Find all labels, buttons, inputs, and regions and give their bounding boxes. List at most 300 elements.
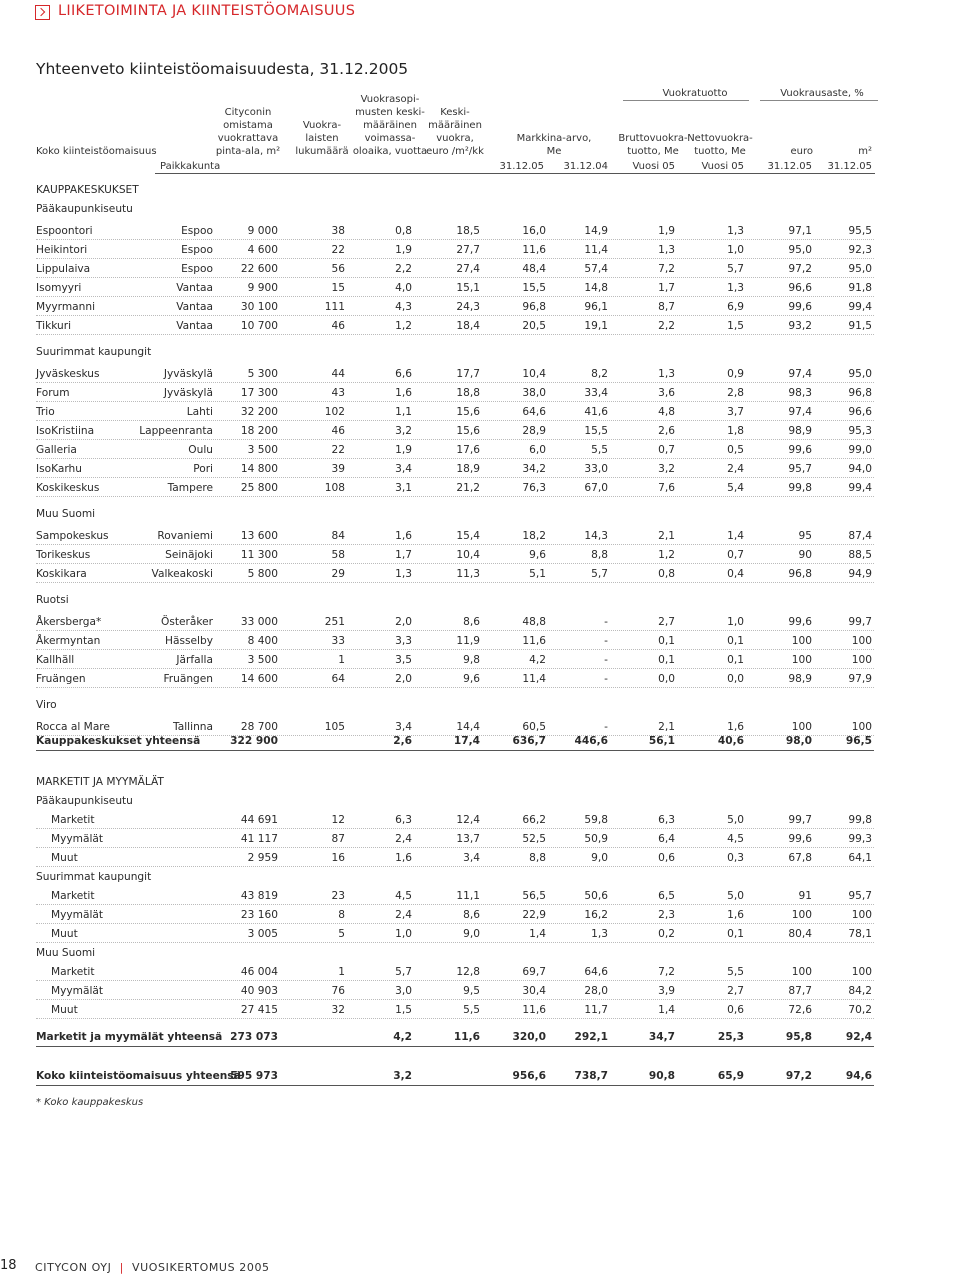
table-cell: 1,3 (395, 568, 412, 580)
table-cell: 9,5 (463, 985, 480, 997)
table-cell: 1,7 (658, 282, 675, 294)
header-date: 31.12.05 (499, 161, 544, 172)
header-m2: m² (858, 146, 872, 157)
table-cell: 11,3 (456, 568, 480, 580)
table-cell: 96,6 (848, 406, 872, 418)
header-group-occupancy: Vuokrausaste, % (780, 88, 864, 99)
table-cell: 22 600 (240, 263, 278, 275)
table-cell: 87,7 (788, 985, 812, 997)
table-cell: 1,5 (727, 320, 744, 332)
total-shopping-centres-cell: 446,6 (574, 735, 608, 747)
total-all-cell: 94,6 (845, 1070, 872, 1082)
header-lease-term: musten keski- (355, 107, 425, 118)
row-divider (36, 630, 874, 631)
table-cell: 2,4 (395, 909, 412, 921)
total-markets-cell: 92,4 (845, 1031, 872, 1043)
table-cell: 2,1 (658, 530, 675, 542)
row-divider (36, 420, 874, 421)
table-cell: 78,1 (848, 928, 872, 940)
total-shopping-centres-cell: 636,7 (512, 735, 546, 747)
table-cell: 7,2 (658, 966, 675, 978)
property-name: Galleria (36, 444, 77, 456)
table-cell: 93,2 (788, 320, 812, 332)
table-cell: 6,9 (727, 301, 744, 313)
table-cell: 9 000 (247, 225, 278, 237)
table-cell: 2,0 (395, 673, 412, 685)
table-cell: 2,7 (658, 616, 675, 628)
table-cell: 11,6 (522, 244, 546, 256)
table-cell: 30 100 (240, 301, 278, 313)
table-cell: 16,2 (584, 909, 608, 921)
row-divider (36, 315, 874, 316)
table-cell: 28 700 (240, 721, 278, 733)
table-cell: 91 (798, 890, 812, 902)
table-cell: 1,4 (658, 1004, 675, 1016)
table-cell: 1,6 (395, 387, 412, 399)
table-cell: - (604, 654, 608, 666)
table-cell: 98,9 (788, 425, 812, 437)
total-markets-cell: 292,1 (574, 1031, 608, 1043)
table-cell: 3,3 (395, 635, 412, 647)
row-divider (36, 904, 874, 905)
property-type: Myymälät (51, 909, 104, 921)
row-divider (36, 1018, 874, 1019)
row-divider (36, 439, 874, 440)
table-cell: 48,4 (522, 263, 546, 275)
header-net-yield: tuotto, Me (694, 146, 746, 157)
table-cell: 67,8 (788, 852, 812, 864)
property-name: Isomyyri (36, 282, 82, 294)
subsection-heading: Muu Suomi (36, 508, 96, 520)
table-cell: 97,2 (788, 263, 812, 275)
total-markets-cell: 95,8 (785, 1031, 812, 1043)
table-cell: 111 (324, 301, 345, 313)
table-cell: 99,3 (848, 833, 872, 845)
property-name: Espoontori (36, 225, 93, 237)
property-type: Marketit (51, 814, 95, 826)
table-cell: 11 300 (240, 549, 278, 561)
table-cell: 1,3 (591, 928, 608, 940)
property-locality: Tampere (167, 482, 213, 494)
table-cell: 108 (324, 482, 345, 494)
property-name: Åkersberga* (36, 616, 102, 628)
header-lease-term: voimassa- (364, 133, 416, 144)
total-shopping-centres-cell: 40,6 (717, 735, 744, 747)
total-all-rule (36, 1085, 874, 1086)
table-cell: 9,6 (529, 549, 546, 561)
property-name: Lippulaiva (36, 263, 91, 275)
property-locality: Valkeakoski (151, 568, 213, 580)
table-cell: 94,9 (848, 568, 872, 580)
table-cell: 17,7 (456, 368, 480, 380)
table-cell: 58 (331, 549, 345, 561)
table-cell: 100 (851, 654, 872, 666)
table-cell: 15,5 (584, 425, 608, 437)
table-cell: 19,1 (584, 320, 608, 332)
table-cell: 4,5 (727, 833, 744, 845)
table-cell: 1,0 (395, 928, 412, 940)
table-cell: 8,8 (529, 852, 546, 864)
table-cell: 15,6 (456, 425, 480, 437)
table-cell: 1,6 (395, 852, 412, 864)
total-all-cell: 65,9 (717, 1070, 744, 1082)
table-cell: 99,6 (788, 833, 812, 845)
row-divider (36, 866, 874, 867)
table-cell: 9,8 (463, 654, 480, 666)
chevron-right-icon (35, 5, 50, 20)
header-gross-yield: Bruttovuokra- (618, 133, 688, 144)
total-all-cell: 595 973 (230, 1070, 278, 1082)
footer-report: VUOSIKERTOMUS 2005 (131, 1261, 270, 1274)
table-cell: 40 903 (240, 985, 278, 997)
header-area: Cityconin (224, 107, 272, 118)
table-cell: 1,9 (395, 444, 412, 456)
table-cell: 0,1 (727, 928, 744, 940)
property-name: Tikkuri (36, 320, 72, 332)
header-date: Vuosi 05 (632, 161, 675, 172)
table-cell: 91,5 (848, 320, 872, 332)
table-cell: 95,0 (848, 263, 872, 275)
table-cell: 94,0 (848, 463, 872, 475)
section-heading: MARKETIT JA MYYMÄLÄT (36, 776, 164, 788)
table-cell: 3 005 (247, 928, 278, 940)
table-cell: 27,4 (456, 263, 480, 275)
row-divider (36, 923, 874, 924)
property-locality: Espoo (181, 263, 213, 275)
table-cell: 22,9 (522, 909, 546, 921)
table-cell: 41 117 (240, 833, 278, 845)
table-cell: 6,6 (395, 368, 412, 380)
table-cell: 11,4 (584, 244, 608, 256)
row-divider (36, 258, 874, 259)
header-euro: euro (790, 146, 813, 157)
total-markets-cell: 11,6 (453, 1031, 480, 1043)
table-cell: 10 700 (240, 320, 278, 332)
total-markets-cell: 273 073 (230, 1031, 278, 1043)
table-cell: 3,2 (395, 425, 412, 437)
property-name: Kallhäll (36, 654, 75, 666)
subsection-heading: Suurimmat kaupungit (36, 346, 152, 358)
table-cell: - (604, 721, 608, 733)
total-shopping-centres-cell: 98,0 (785, 735, 812, 747)
table-cell: 100 (791, 721, 812, 733)
table-cell: 88,5 (848, 549, 872, 561)
property-locality: Järfalla (176, 654, 213, 666)
table-cell: 15,4 (456, 530, 480, 542)
table-cell: 3,0 (395, 985, 412, 997)
header-date: 31.12.05 (767, 161, 812, 172)
table-cell: 1,2 (395, 320, 412, 332)
table-cell: 5,1 (529, 568, 546, 580)
table-cell: 9 900 (247, 282, 278, 294)
row-divider (36, 649, 874, 650)
table-cell: 11,7 (584, 1004, 608, 1016)
table-cell: 5,7 (727, 263, 744, 275)
table-cell: 0,0 (658, 673, 675, 685)
total-all-cell: 90,8 (648, 1070, 675, 1082)
row-divider (36, 563, 874, 564)
total-markets-cell: 25,3 (717, 1031, 744, 1043)
table-cell: 0,1 (727, 654, 744, 666)
table-cell: 1,9 (395, 244, 412, 256)
group-rule (623, 100, 749, 101)
table-cell: 2,3 (658, 909, 675, 921)
table-cell: - (604, 616, 608, 628)
table-cell: 95,5 (848, 225, 872, 237)
total-markets-cell: 4,2 (393, 1031, 412, 1043)
header-date: Vuosi 05 (701, 161, 744, 172)
table-cell: 5 300 (247, 368, 278, 380)
table-cell: 7,2 (658, 263, 675, 275)
table-cell: 102 (324, 406, 345, 418)
table-cell: 8 400 (247, 635, 278, 647)
property-locality: Espoo (181, 244, 213, 256)
table-cell: 11,1 (456, 890, 480, 902)
table-cell: 46 (331, 320, 345, 332)
table-cell: 41,6 (584, 406, 608, 418)
table-cell: 1,5 (395, 1004, 412, 1016)
total-markets-cell: 320,0 (512, 1031, 546, 1043)
table-cell: 9,0 (591, 852, 608, 864)
table-cell: 97,1 (788, 225, 812, 237)
table-cell: 80,4 (788, 928, 812, 940)
table-cell: 97,4 (788, 368, 812, 380)
header-gross-yield: tuotto, Me (627, 146, 679, 157)
table-cell: 100 (851, 635, 872, 647)
table-cell: 1,8 (727, 425, 744, 437)
table-cell: 33 (331, 635, 345, 647)
table-cell: 9,0 (463, 928, 480, 940)
table-cell: 99,8 (788, 482, 812, 494)
table-cell: 70,2 (848, 1004, 872, 1016)
footer (35, 1261, 270, 1274)
table-cell: 2 959 (247, 852, 278, 864)
property-name: Sampokeskus (36, 530, 109, 542)
property-type: Muut (51, 852, 78, 864)
table-cell: 39 (331, 463, 345, 475)
table-cell: 3 500 (247, 654, 278, 666)
table-cell: 1 (338, 966, 345, 978)
row-divider (36, 942, 874, 943)
table-cell: 3,4 (395, 463, 412, 475)
table-cell: 6,3 (395, 814, 412, 826)
table-cell: 0,5 (727, 444, 744, 456)
property-locality: Vantaa (176, 282, 213, 294)
table-cell: 3,1 (395, 482, 412, 494)
table-cell: 11,6 (522, 635, 546, 647)
section-heading: KAUPPAKESKUKSET (36, 184, 139, 196)
table-cell: 3,4 (395, 721, 412, 733)
table-cell: 22 (331, 244, 345, 256)
property-locality: Lahti (186, 406, 213, 418)
table-cell: 1,0 (727, 616, 744, 628)
table-cell: 5,0 (727, 814, 744, 826)
table-cell: 5,7 (591, 568, 608, 580)
table-cell: 52,5 (522, 833, 546, 845)
property-locality: Jyväskylä (163, 368, 213, 380)
total-markets-label: Marketit ja myymälät yhteensä (36, 1031, 223, 1043)
subsection-heading: Pääkaupunkiseutu (36, 203, 133, 215)
table-cell: 17 300 (240, 387, 278, 399)
table-cell: 99,6 (788, 301, 812, 313)
table-cell: 4,2 (529, 654, 546, 666)
row-divider (36, 828, 874, 829)
table-cell: 0,7 (658, 444, 675, 456)
table-cell: 1,1 (395, 406, 412, 418)
subsection-heading: Ruotsi (36, 594, 69, 606)
table-cell: 99,4 (848, 482, 872, 494)
total-all-label: Koko kiinteistöomaisuus yhteensä (36, 1070, 241, 1082)
property-type: Myymälät (51, 985, 104, 997)
property-locality: Rovaniemi (157, 530, 213, 542)
table-cell: 27 415 (240, 1004, 278, 1016)
table-cell: 99,4 (848, 301, 872, 313)
header-rule (155, 173, 875, 174)
table-cell: 32 200 (240, 406, 278, 418)
row-divider (36, 477, 874, 478)
header-area: pinta-ala, m² (215, 146, 281, 157)
row-divider (36, 458, 874, 459)
table-cell: 7,6 (658, 482, 675, 494)
table-cell: 46 (331, 425, 345, 437)
table-cell: 6,0 (529, 444, 546, 456)
property-type: Marketit (51, 890, 95, 902)
table-cell: 15,5 (522, 282, 546, 294)
table-cell: 0,8 (395, 225, 412, 237)
total-shopping-centres-cell: 322 900 (230, 735, 278, 747)
table-cell: 4,3 (395, 301, 412, 313)
table-cell: 5,5 (727, 966, 744, 978)
table-cell: 33,4 (584, 387, 608, 399)
row-divider (36, 277, 874, 278)
table-cell: 8 (338, 909, 345, 921)
table-cell: 2,4 (395, 833, 412, 845)
section-header (0, 0, 960, 28)
table-cell: 56,5 (522, 890, 546, 902)
property-type: Muut (51, 1004, 78, 1016)
table-cell: 2,7 (727, 985, 744, 997)
header-avg-rent: vuokra, (436, 133, 474, 144)
property-type: Myymälät (51, 833, 104, 845)
table-cell: 27,7 (456, 244, 480, 256)
table-cell: 3 500 (247, 444, 278, 456)
table-cell: 1,3 (658, 368, 675, 380)
header-date: 31.12.05 (827, 161, 872, 172)
table-cell: 2,0 (395, 616, 412, 628)
table-cell: 97,4 (788, 406, 812, 418)
table-cell: 1,7 (395, 549, 412, 561)
table-cell: 87 (331, 833, 345, 845)
property-name: Jyväskeskus (36, 368, 100, 380)
table-cell: 2,1 (658, 721, 675, 733)
table-cell: 13 600 (240, 530, 278, 542)
row-divider (36, 401, 874, 402)
subsection-heading: Pääkaupunkiseutu (36, 795, 133, 807)
property-locality: Seinäjoki (165, 549, 213, 561)
table-cell: 21,2 (456, 482, 480, 494)
table-cell: 0,8 (658, 568, 675, 580)
table-cell: 72,6 (788, 1004, 812, 1016)
table-cell: 5,5 (463, 1004, 480, 1016)
table-cell: 1,6 (727, 909, 744, 921)
table-cell: 100 (791, 966, 812, 978)
total-shopping-centres-label: Kauppakeskukset yhteensä (36, 735, 201, 747)
table-cell: 64 (331, 673, 345, 685)
table-cell: 18,5 (456, 225, 480, 237)
table-cell: 99,7 (788, 814, 812, 826)
table-cell: 66,2 (522, 814, 546, 826)
table-cell: 76 (331, 985, 345, 997)
table-cell: 98,3 (788, 387, 812, 399)
table-cell: 10,4 (456, 549, 480, 561)
table-cell: 50,9 (584, 833, 608, 845)
row-divider (36, 668, 874, 669)
table-cell: 99,8 (848, 814, 872, 826)
table-cell: 43 (331, 387, 345, 399)
footnote: * Koko kauppakeskus (36, 1097, 144, 1108)
table-cell: 6,4 (658, 833, 675, 845)
table-cell: 99,7 (848, 616, 872, 628)
table-cell: 18,9 (456, 463, 480, 475)
table-cell: 96,8 (788, 568, 812, 580)
table-cell: 96,1 (584, 301, 608, 313)
property-type: Muut (51, 928, 78, 940)
property-locality: Österåker (160, 616, 213, 628)
page-title: Yhteenveto kiinteistöomaisuudesta, 31.12.2005 (36, 60, 409, 78)
header-market-value: Markkina-arvo, (516, 133, 592, 144)
table-cell: 9,6 (463, 673, 480, 685)
table-cell: 8,2 (591, 368, 608, 380)
total-shopping-centres-cell: 2,6 (393, 735, 412, 747)
property-type: Marketit (51, 966, 95, 978)
total-all-cell: 738,7 (574, 1070, 608, 1082)
table-cell: 38 (331, 225, 345, 237)
table-cell: 24,3 (456, 301, 480, 313)
total-shopping-centres-cell: 96,5 (845, 735, 872, 747)
table-cell: 98,9 (788, 673, 812, 685)
table-cell: 84,2 (848, 985, 872, 997)
row-divider (36, 582, 874, 583)
table-cell: 25 800 (240, 482, 278, 494)
table-cell: 2,4 (727, 463, 744, 475)
table-cell: 1,4 (529, 928, 546, 940)
total-markets-rule (36, 1046, 874, 1047)
row-divider (36, 847, 874, 848)
header-net-yield: Nettovuokra- (687, 133, 753, 144)
row-divider (36, 999, 874, 1000)
row-divider (36, 496, 874, 497)
table-cell: 95,0 (788, 244, 812, 256)
table-cell: 15 (331, 282, 345, 294)
property-locality: Vantaa (176, 301, 213, 313)
table-cell: 100 (851, 721, 872, 733)
table-cell: 13,7 (456, 833, 480, 845)
table-cell: 67,0 (584, 482, 608, 494)
property-locality: Espoo (181, 225, 213, 237)
table-cell: 251 (324, 616, 345, 628)
table-cell: 76,3 (522, 482, 546, 494)
table-cell: 8,6 (463, 616, 480, 628)
property-name: Koskikara (36, 568, 87, 580)
table-cell: 15,6 (456, 406, 480, 418)
property-locality: Lappeenranta (139, 425, 213, 437)
property-locality: Vantaa (176, 320, 213, 332)
table-cell: 10,4 (522, 368, 546, 380)
section-title: LIIKETOIMINTA JA KIINTEISTÖOMAISUUS (58, 3, 356, 19)
table-cell: 100 (791, 635, 812, 647)
table-cell: 0,7 (727, 549, 744, 561)
table-cell: 100 (791, 909, 812, 921)
